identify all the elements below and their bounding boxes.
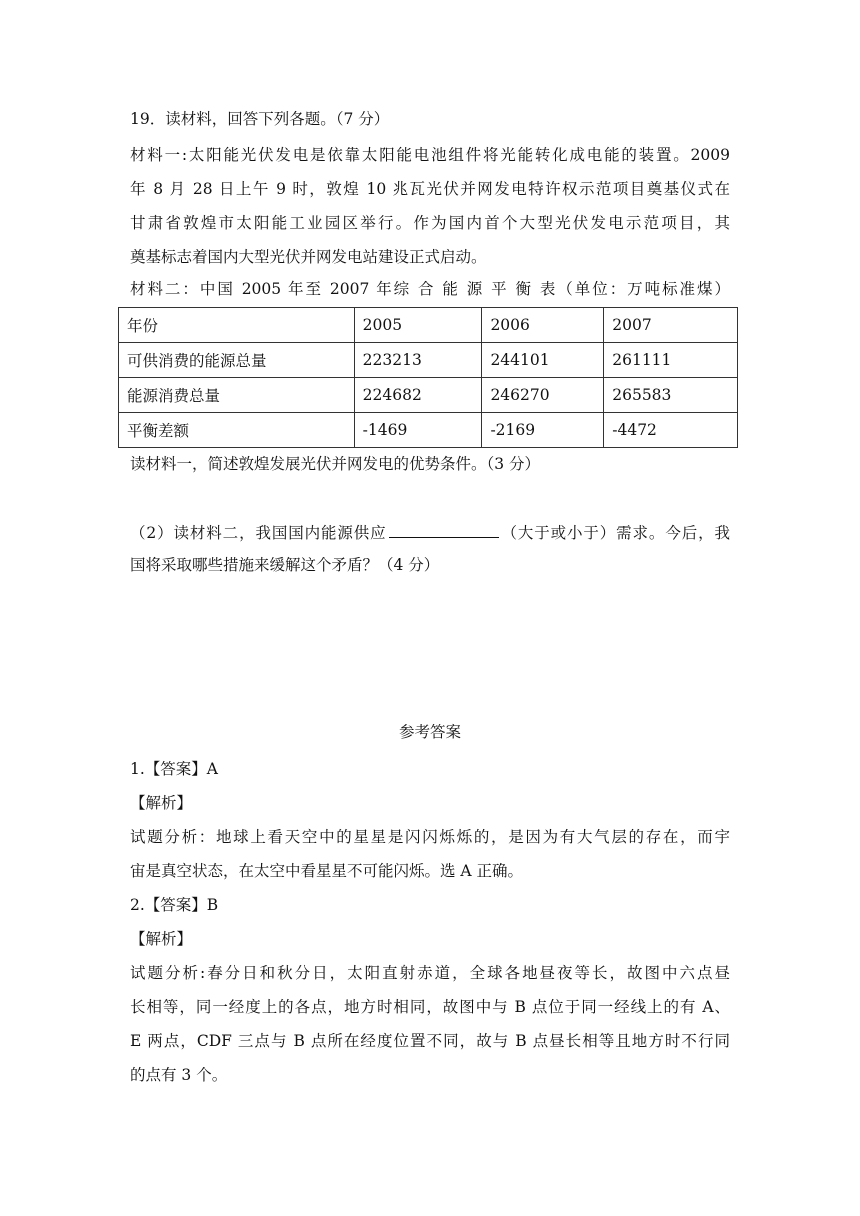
- sub-question-2-line: 国将采取哪些措施来缓解这个矛盾？（4 分）: [130, 556, 440, 574]
- table-cell: 224682: [354, 378, 482, 413]
- table-cell: 246270: [482, 378, 604, 413]
- answer-1: 1.【答案】A: [130, 760, 218, 778]
- table-row: [119, 378, 738, 413]
- table-cell: 能源消费总量: [119, 378, 355, 413]
- analysis-line: 宙是真空状态，在太空中看星星不可能闪烁。选 A 正确。: [130, 862, 524, 880]
- answer-2: 2.【答案】B: [130, 896, 219, 914]
- table-header-row: [119, 308, 738, 343]
- material-1-line: 甘肃省敦煌市太阳能工业园区举行。作为国内首个大型光伏发电示范项目，其: [130, 214, 730, 232]
- analysis-line: 的点有 3 个。: [130, 1066, 228, 1084]
- question-19-title: 19．读材料，回答下列各题。（7 分）: [130, 110, 390, 128]
- table-cell: -4472: [604, 413, 738, 448]
- table-cell: -2169: [482, 413, 604, 448]
- material-1-line: 奠基标志着国内大型光伏并网发电站建设正式启动。: [130, 248, 487, 266]
- energy-balance-table: [118, 307, 738, 448]
- analysis-label: 【解析】: [130, 930, 193, 948]
- answers-heading: 参考答案: [398, 723, 461, 741]
- table-cell: 2006: [482, 308, 604, 343]
- analysis-line: 试题分析:春分日和秋分日，太阳直射赤道，全球各地昼夜等长，故图中六点昼: [130, 964, 730, 982]
- table-cell: 可供消费的能源总量: [119, 343, 355, 378]
- table-cell: 223213: [354, 343, 482, 378]
- table-row: [119, 413, 738, 448]
- material-1-line: 年 8 月 28 日上午 9 时，敦煌 10 兆瓦光伏并网发电特许权示范项目奠基仪式在: [130, 180, 730, 198]
- table-cell: 年份: [119, 308, 355, 343]
- table-row: [119, 343, 738, 378]
- analysis-line: 长相等，同一经度上的各点，地方时相同，故图中与 B 点位于同一经线上的有 A、: [130, 998, 730, 1016]
- table-cell: 平衡差额: [119, 413, 355, 448]
- sub-question-1: 读材料一，简述敦煌发展光伏并网发电的优势条件。（3 分）: [130, 455, 541, 473]
- analysis-line: 试题分析：地球上看天空中的星星是闪闪烁烁的，是因为有大气层的存在，而宇: [130, 828, 730, 846]
- analysis-label: 【解析】: [130, 794, 193, 812]
- material-1-line: 材料一:太阳能光伏发电是依靠太阳能电池组件将光能转化成电能的装置。2009: [130, 146, 730, 164]
- answer-blank[interactable]: [389, 521, 499, 538]
- table-cell: 265583: [604, 378, 738, 413]
- table-cell: 2007: [604, 308, 738, 343]
- table-cell: -1469: [354, 413, 482, 448]
- sub-question-2-line: [130, 521, 730, 544]
- table-cell: 261111: [604, 343, 738, 378]
- table-cell: 2005: [354, 308, 482, 343]
- analysis-line: E 两点，CDF 三点与 B 点所在经度位置不同，故与 B 点昼长相等且地方时不行同: [130, 1032, 730, 1050]
- material-2-caption: 材料二：中国 2005 年至 2007 年综 合 能 源 平 衡 表（单位：万吨标准煤）: [130, 280, 730, 298]
- table-cell: 244101: [482, 343, 604, 378]
- sub-question-2-text: （大于或小于）需求。今后，我: [500, 524, 730, 542]
- sub-question-2-text: （2）读材料二，我国国内能源供应: [130, 524, 387, 542]
